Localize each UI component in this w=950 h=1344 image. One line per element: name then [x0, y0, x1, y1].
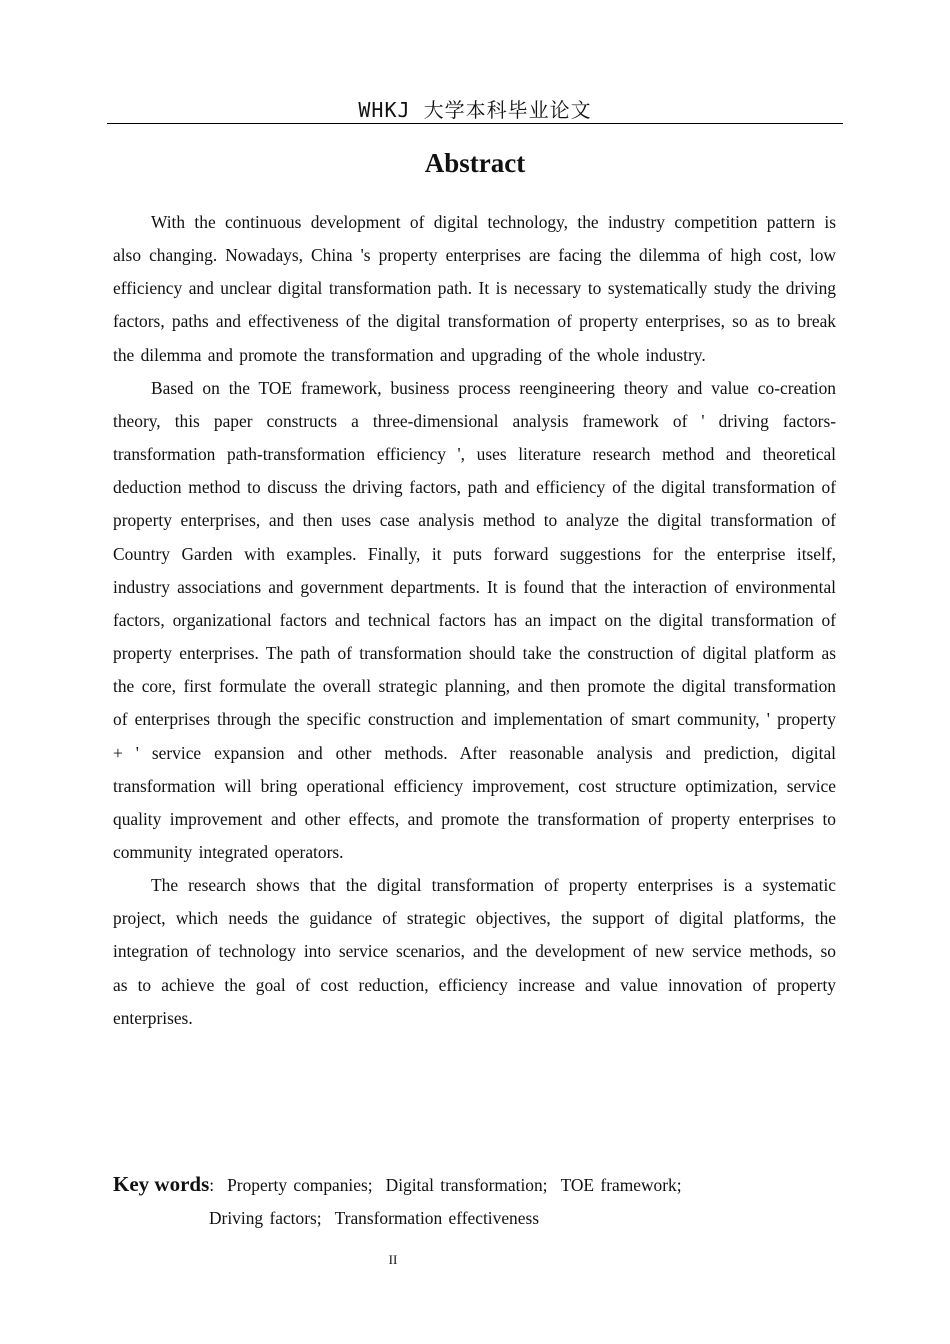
- keywords-separator: :: [209, 1175, 215, 1195]
- keyword-item: Transformation effectiveness: [334, 1208, 540, 1228]
- keyword-item: Driving factors;: [209, 1208, 322, 1228]
- page-number: II: [388, 1252, 398, 1267]
- keywords-label: Key words: [113, 1172, 210, 1196]
- keywords-line-1: [113, 1168, 853, 1202]
- abstract-paragraph-3: The research shows that the digital transformation of property enterprises is a systematic project, which needs the guidance of strategic objectives, the support of digital platforms, the integration of technology into service scenarios, and the development of new service methods, so as to achieve the goal of cost reduction, efficiency increase and value innovation of property enterprises.: [113, 875, 836, 1028]
- keywords-line-2: [113, 1202, 853, 1235]
- running-header: WHKJ 大学本科毕业论文: [358, 98, 592, 122]
- header-rule: [107, 123, 843, 124]
- abstract-body: [113, 206, 836, 1035]
- keywords-section: [113, 1168, 853, 1235]
- abstract-paragraph-1: With the continuous development of digital technology, the industry competition pattern is also changing. Nowadays, China 's property enterprises are facing the dilemma of high cost, low efficiency and unclear digital transformation path. It is necessary to systematically study the driving factors, paths and effectiveness of the digital transformation of property enterprises, so as to break the dilemma and promote the transformation and upgrading of the whole industry.: [113, 212, 836, 365]
- abstract-paragraph-2: Based on the TOE framework, business process reengineering theory and value co-creation theory, this paper constructs a three-dimensional analysis framework of ' driving factors-transformation path-transformation efficiency ', uses literature research method and theoretical deduction method to discuss the driving factors, path and efficiency of the digital transformation of property enterprises, and then uses case analysis method to analyze the digital transformation of Country Garden with examples. Finally, it puts forward suggestions for the enterprise itself, industry associations and government departments. It is found that the interaction of environmental factors, organizational factors and technical factors has an impact on the digital transformation of property enterprises. The path of transformation should take the construction of digital platform as the core, first formulate the overall strategic planning, and then promote the digital transformation of enterprises through the specific construction and implementation of smart community, ' property + ' service expansion and other methods. After reasonable analysis and prediction, digital transformation will bring operational efficiency improvement, cost structure optimization, service quality improvement and other effects, and promote the transformation of property enterprises to community integrated operators.: [113, 377, 836, 862]
- keyword-item: Digital transformation;: [385, 1175, 548, 1195]
- keyword-item: Property companies;: [227, 1175, 373, 1195]
- keyword-item: TOE framework;: [560, 1175, 682, 1195]
- abstract-title: Abstract: [424, 148, 526, 178]
